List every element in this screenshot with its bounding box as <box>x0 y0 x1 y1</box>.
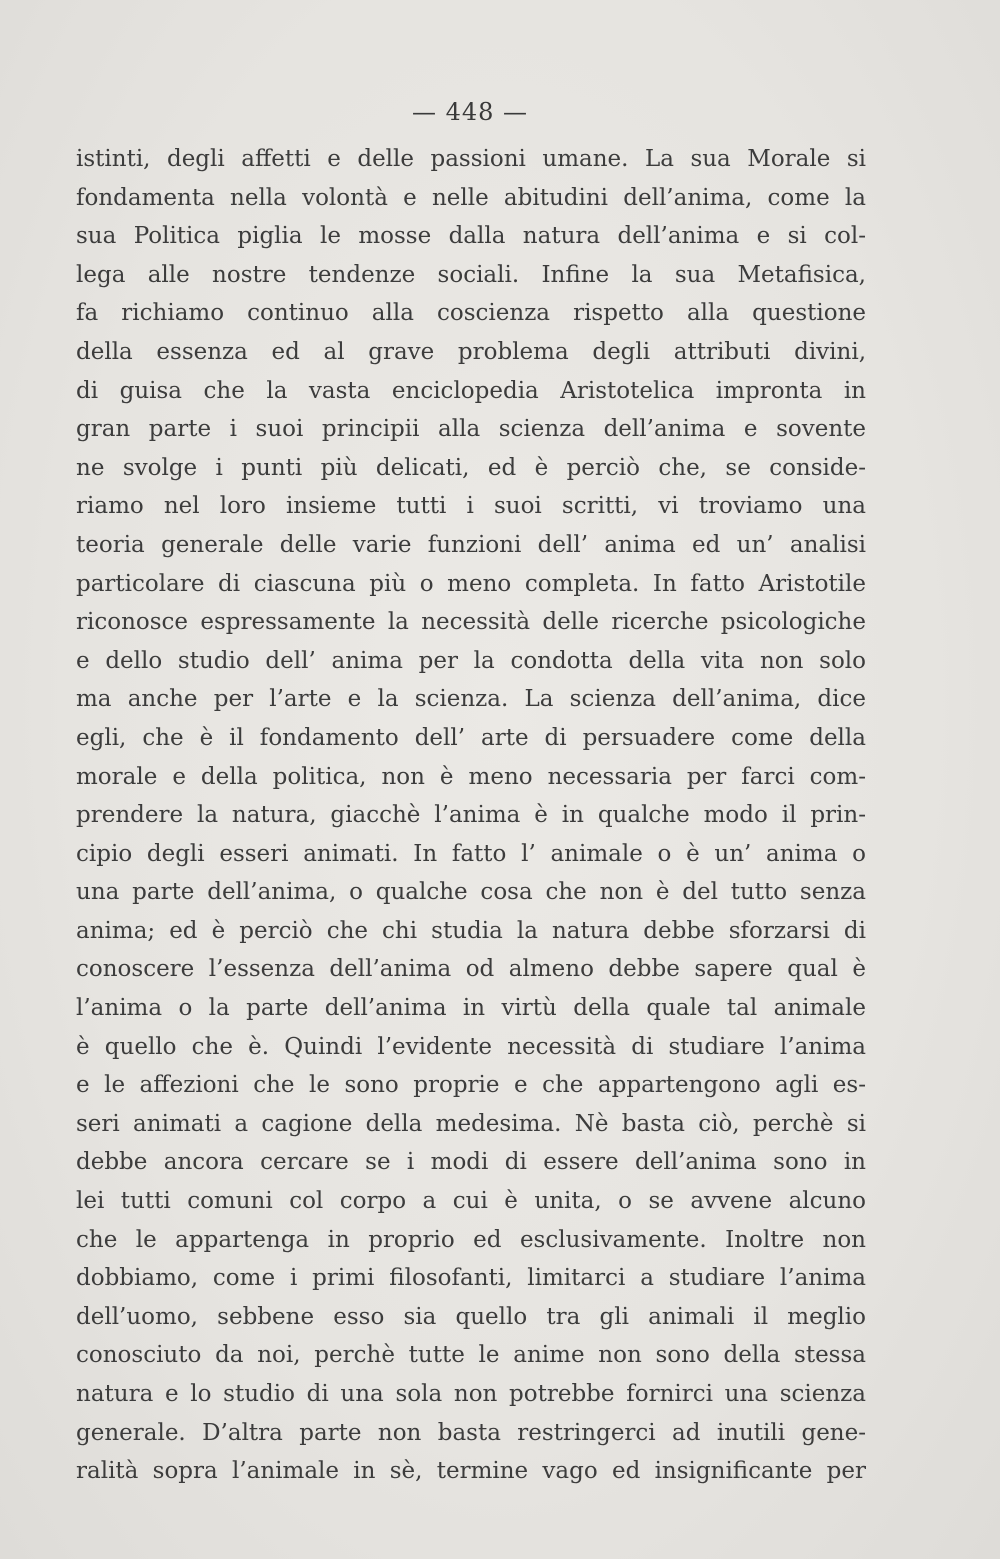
text-line: anima; ed è perciò che chi studia la natura debbe sforzarsi di <box>76 917 866 944</box>
text-line: fa richiamo continuo alla coscienza rispetto alla questione <box>76 300 866 327</box>
text-line: dobbiamo, come i primi filosofanti, limitarci a studiare l’anima <box>76 1265 866 1292</box>
text-line: gran parte i suoi principii alla scienza dell’anima e sovente <box>76 416 866 443</box>
text-line: che le appartenga in proprio ed esclusivamente. Inoltre non <box>76 1226 866 1253</box>
text-line: cipio degli esseri animati. In fatto l’ animale o è un’ anima o <box>76 840 866 867</box>
text-line: della essenza ed al grave problema degli attributi divini, <box>76 338 866 365</box>
text-line: l’anima o la parte dell’anima in virtù della quale tal animale <box>76 995 866 1022</box>
body-text <box>76 140 866 1491</box>
text-line: riamo nel loro insieme tutti i suoi scritti, vi troviamo una <box>76 493 866 520</box>
text-line: debbe ancora cercare se i modi di essere dell’anima sono in <box>76 1149 866 1176</box>
text-line: natura e lo studio di una sola non potrebbe fornirci una scienza <box>76 1381 866 1407</box>
page-number: — 448 — <box>411 98 529 126</box>
text-line: e le affezioni che le sono proprie e che appartengono agli es- <box>76 1072 866 1099</box>
text-line: egli, che è il fondamento dell’ arte di persuadere come della <box>76 724 866 751</box>
text-line: conoscere l’essenza dell’anima od almeno debbe sapere qual è <box>76 956 866 983</box>
text-line: fondamenta nella volontà e nelle abitudini dell’anima, come la <box>76 184 866 211</box>
text-line: generale. D’altra parte non basta restringerci ad inutili gene- <box>76 1419 866 1446</box>
text-line: sua Politica piglia le mosse dalla natura dell’anima e si col- <box>76 223 866 250</box>
text-line: riconosce espressamente la necessità delle ricerche psicologiche <box>76 609 866 636</box>
text-line: teoria generale delle varie funzioni dell’ anima ed un’ analisi <box>76 531 866 558</box>
text-line: morale e della politica, non è meno necessaria per farci com- <box>76 763 866 790</box>
text-line: dell’uomo, sebbene esso sia quello tra gli animali il meglio <box>76 1303 866 1330</box>
text-line: ralità sopra l’animale in sè, termine vago ed insignificante per <box>76 1458 866 1485</box>
text-line: lega alle nostre tendenze sociali. Infine la sua Metafisica, <box>76 261 866 288</box>
text-line: seri animati a cagione della medesima. Nè basta ciò, perchè si <box>76 1110 866 1137</box>
text-line: ne svolge i punti più delicati, ed è perciò che, se conside- <box>76 454 866 481</box>
text-line: particolare di ciascuna più o meno completa. In fatto Aristotile <box>76 570 866 597</box>
text-line: conosciuto da noi, perchè tutte le anime non sono della stessa <box>76 1342 866 1369</box>
text-line: ma anche per l’arte e la scienza. La scienza dell’anima, dice <box>76 686 866 713</box>
text-line: istinti, degli affetti e delle passioni umane. La sua Morale si <box>76 146 866 172</box>
text-line: una parte dell’anima, o qualche cosa che non è del tutto senza <box>76 879 866 906</box>
text-line: prendere la natura, giacchè l’anima è in qualche modo il prin- <box>76 802 866 829</box>
text-line: e dello studio dell’ anima per la condotta della vita non solo <box>76 647 866 674</box>
text-line: è quello che è. Quindi l’evidente necessità di studiare l’anima <box>76 1033 866 1060</box>
text-line: di guisa che la vasta enciclopedia Aristotelica impronta in <box>76 377 866 404</box>
text-line: lei tutti comuni col corpo a cui è unita, o se avvene alcuno <box>76 1188 866 1215</box>
